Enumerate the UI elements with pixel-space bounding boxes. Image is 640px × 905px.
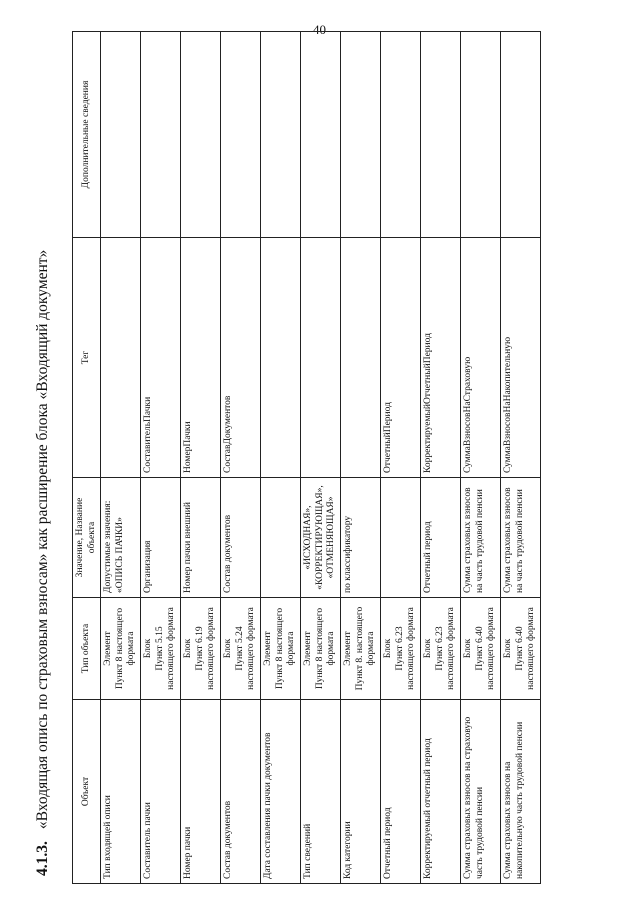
cell-extra [301, 32, 341, 238]
cell-tag: СоставительПачки [141, 238, 181, 478]
cell-tag [301, 238, 341, 478]
cell-type: Блок Пункт 6.40 настоящего формата [501, 598, 541, 700]
header-value: Значение, Название объекта [73, 478, 101, 598]
cell-value: Номер пачки внешний [181, 478, 221, 598]
cell-extra [181, 32, 221, 238]
cell-object: Состав документов [221, 700, 261, 884]
cell-type: Блок Пункт 5.24 настоящего формата [221, 598, 261, 700]
cell-object: Тип входящей описи [101, 700, 141, 884]
cell-value: Допустимые значения: «ОПИСЬ ПАЧКИ» [101, 478, 141, 598]
table-row [141, 32, 181, 884]
header-tag: Тег [73, 238, 101, 478]
cell-object: Дата составления пачки документов [261, 700, 301, 884]
cell-extra [221, 32, 261, 238]
cell-type: Блок Пункт 6.23 настоящего формата [381, 598, 421, 700]
cell-value: Организация [141, 478, 181, 598]
cell-tag: СуммаВзносовНаНакопительную [501, 238, 541, 478]
table-row [421, 32, 461, 884]
cell-value [381, 478, 421, 598]
cell-type: Блок Пункт 6.23 настоящего формата [421, 598, 461, 700]
cell-type: Элемент Пункт 8 настоящего формата [301, 598, 341, 700]
page-number: 40 [313, 22, 326, 37]
table-row [461, 32, 501, 884]
cell-value: «ИСХОДНАЯ», «КОРРЕКТИРУЮЩАЯ», «ОТМЕНЯЮЩАЯ» [301, 478, 341, 598]
table-row [341, 32, 381, 884]
section-number: 4.1.3. [34, 841, 51, 876]
table-row [301, 32, 341, 884]
cell-value: Отчетный период [421, 478, 461, 598]
cell-object: Отчетный период [381, 700, 421, 884]
cell-object: Номер пачки [181, 700, 221, 884]
cell-tag: ОтчетныйПериод [381, 238, 421, 478]
cell-object: Тип сведений [301, 700, 341, 884]
cell-extra [501, 32, 541, 238]
table-row [381, 32, 421, 884]
cell-tag: НомерПачки [181, 238, 221, 478]
cell-object: Составитель пачки [141, 700, 181, 884]
cell-tag: СуммаВзносовНаСтраховую [461, 238, 501, 478]
cell-type: Элемент Пункт 8. настоящего формата [341, 598, 381, 700]
cell-extra [421, 32, 461, 238]
section-title: «Входящая опись по страховым взносам» как расширение блока «Входящий документ» [34, 249, 51, 830]
cell-object: Код категории [341, 700, 381, 884]
cell-value: по классификатору [341, 478, 381, 598]
header-type: Тип объекта [73, 598, 101, 700]
cell-tag: КорректируемыйОтчетныйПериод [421, 238, 461, 478]
spec-table [72, 31, 541, 884]
table-row [101, 32, 141, 884]
table-row [261, 32, 301, 884]
header-extra: Дополнительные сведения [73, 32, 101, 238]
cell-value: Состав документов [221, 478, 261, 598]
cell-extra [261, 32, 301, 238]
table-row [501, 32, 541, 884]
table-header-row [73, 32, 101, 884]
cell-type: Блок Пункт 6.40 настоящего формата [461, 598, 501, 700]
cell-extra [341, 32, 381, 238]
cell-value: Сумма страховых взносов на часть трудовой пенсии [461, 478, 501, 598]
cell-type: Блок Пункт 5.15 настоящего формата [141, 598, 181, 700]
cell-tag [101, 238, 141, 478]
cell-extra [141, 32, 181, 238]
cell-extra [461, 32, 501, 238]
cell-type: Блок Пункт 6.19 настоящего формата [181, 598, 221, 700]
cell-value [261, 478, 301, 598]
table-row [221, 32, 261, 884]
cell-object: Сумма страховых взносов на накопительную часть трудовой пенсии [501, 700, 541, 884]
cell-tag [261, 238, 301, 478]
cell-value: Сумма страховых взносов на часть трудовой пенсии [501, 478, 541, 598]
table-row [181, 32, 221, 884]
rotated-content [28, 14, 640, 884]
cell-object: Корректируемый отчетный период [421, 700, 461, 884]
cell-object: Сумма страховых взносов на страховую часть трудовой пенсии [461, 700, 501, 884]
cell-type: Элемент Пункт 8 настоящего формата [261, 598, 301, 700]
cell-type: Элемент Пункт 8 настоящего формата [101, 598, 141, 700]
table-body [101, 32, 541, 884]
cell-extra [101, 32, 141, 238]
section-heading [34, 250, 52, 876]
cell-tag [341, 238, 381, 478]
cell-extra [381, 32, 421, 238]
cell-tag: СоставДокументов [221, 238, 261, 478]
header-object: Объект [73, 700, 101, 884]
